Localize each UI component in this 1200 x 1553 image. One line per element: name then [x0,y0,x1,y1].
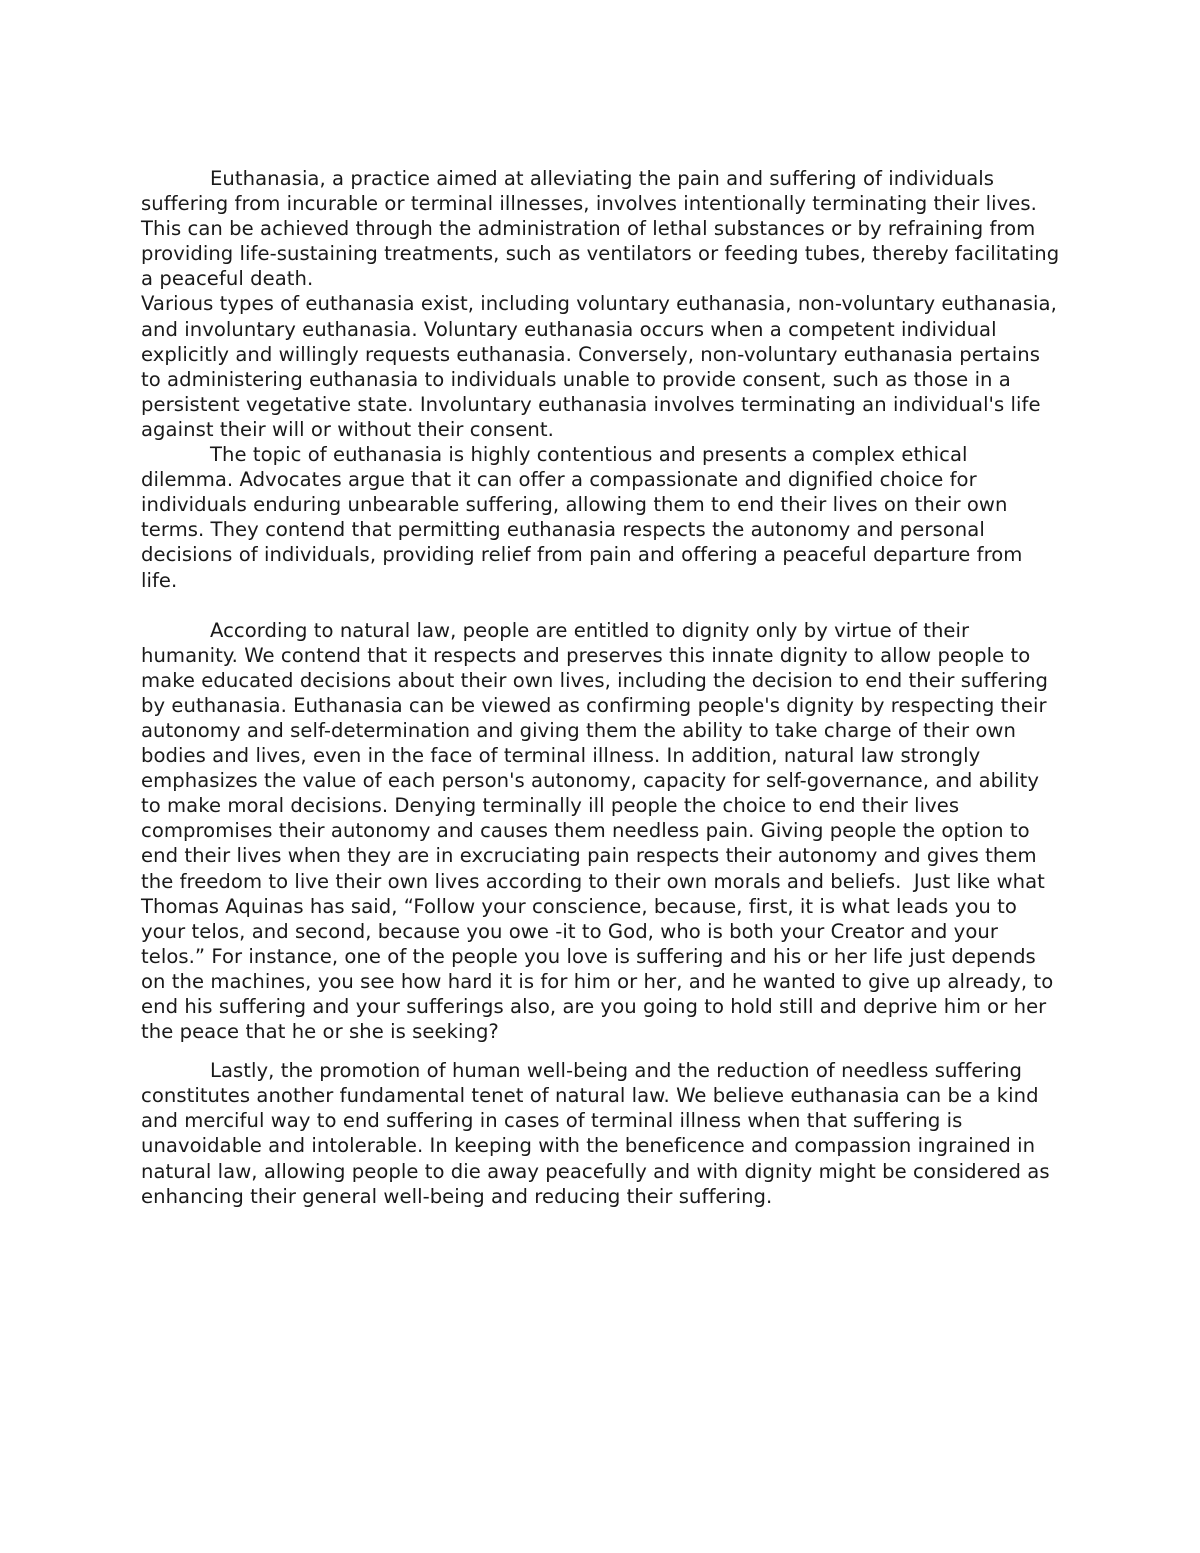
paragraph-natural-law: According to natural law, people are entitled to dignity only by virtue of their humanity. We contend that it respects and preserves this innate dignity to allow people to make educated decisions about their own lives, including the decision to end their suffering by euthanasia. Euthanasia can be viewed as confirming people's dignity by respecting their autonomy and self-determination and giving them the ability to take charge of their own bodies and lives, even in the face of terminal illness. In addition, natural law strongly emphasizes the value of each person's autonomy, capacity for self-governance, and ability to make moral decisions. Denying terminally ill people the choice to end their lives compromises their autonomy and causes them needless pain. Giving people the option to end their lives when they are in excruciating pain respects their autonomy and gives them the freedom to live their own lives according to their own morals and beliefs. Just like what Thomas Aquinas has said, “Follow your conscience, because, first, it is what leads you to your telos, and second, because you owe -it to God, who is both your Creator and your telos.” For instance, one of the people you love is suffering and his or her life just depends on the machines, you see how hard it is for him or her, and he wanted to give up already, to end his suffering and your sufferings also, are you going to hold still and deprive him or her the peace that he or she is seeking? [141,618,1060,1044]
paragraph-conclusion: Lastly, the promotion of human well-being and the reduction of needless suffering constitutes another fundamental tenet of natural law. We believe euthanasia can be a kind and merciful way to end suffering in cases of terminal illness when that suffering is unavoidable and intolerable. In keeping with the beneficence and compassion ingrained in natural law, allowing people to die away peacefully and with dignity might be considered as enhancing their general well-being and reducing their suffering. [141,1059,1056,1208]
document-body [141,166,1066,1209]
paragraph-debate: The topic of euthanasia is highly contentious and presents a complex ethical dilemma. Advocates argue that it can offer a compassionate and dignified choice for individuals enduring unbearable suffering, allowing them to end their lives on their own terms. They contend that permitting euthanasia respects the autonomy and personal decisions of individuals, providing relief from pain and offering a peaceful departure from life. [141,443,1029,592]
paragraph-types: Various types of euthanasia exist, including voluntary euthanasia, non-voluntary euthanasia, and involuntary euthanasia. Voluntary euthanasia occurs when a competent individual explicitly and willingly requests euthanasia. Conversely, non-voluntary euthanasia pertains to administering euthanasia to individuals unable to provide consent, such as those in a persistent vegetative state. Involuntary euthanasia involves terminating an individual's life against their will or without their consent. [141,292,1064,441]
paragraph-definition: Euthanasia, a practice aimed at alleviating the pain and suffering of individuals suffering from incurable or terminal illnesses, involves intentionally terminating their lives. This can be achieved through the administration of lethal substances or by refraining from providing life-sustaining treatments, such as ventilators or feeding tubes, thereby facilitating a peaceful death. [141,167,1066,291]
